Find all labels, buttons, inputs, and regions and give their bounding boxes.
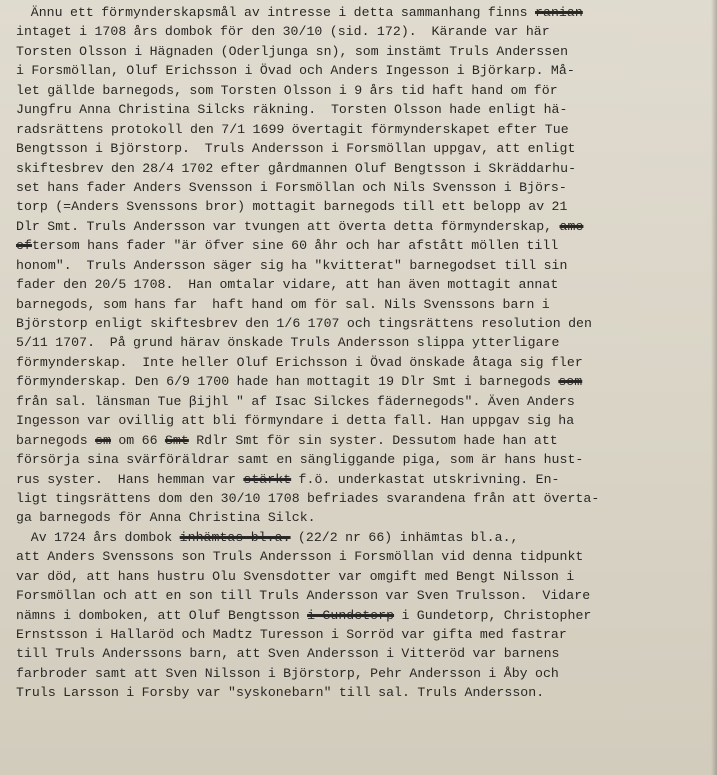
- struck-out-text: ame: [559, 218, 584, 234]
- line-text: tersom hans fader "är öfver sine 60 åhr och har afstått möllen till: [31, 238, 559, 254]
- line-text: Ingesson var ovillig att bli förmyndare i detta fall. Han uppgav sig ha: [16, 413, 575, 429]
- line-text: barnegods: [16, 432, 96, 448]
- text-line: [16, 606, 716, 625]
- line-text: Dlr Smt. Truls Andersson var tvungen att överta detta förmynderskap,: [16, 218, 560, 234]
- line-text: Av 1724 års dombok: [16, 529, 180, 545]
- text-line: [16, 470, 716, 489]
- struck-out-text: i Gundetorp: [307, 607, 395, 623]
- line-text: f.ö. underkastat utskrivning. En-: [291, 471, 560, 487]
- line-text: från sal. länsman Tue βijhl " af Isac Silckes fädernegods". Även Anders: [16, 393, 575, 409]
- text-line: [16, 567, 716, 586]
- line-text: ligt tingsrättens dom den 30/10 1708 befriades svarandena från att överta-: [16, 490, 600, 506]
- line-text: set hans fader Anders Svensson i Forsmöllan och Nils Svensson i Björs-: [16, 179, 567, 195]
- line-text: i Gundetorp, Christopher: [394, 607, 592, 623]
- text-line: [16, 217, 716, 236]
- text-line: [16, 295, 716, 314]
- text-line: [16, 664, 716, 683]
- text-line: [16, 528, 716, 547]
- line-text: Forsmöllan och att en son till Truls Andersson var Sven Trulsson. Vidare: [16, 588, 591, 604]
- line-text: var död, att hans hustru Olu Svensdotter var omgift med Bengt Nilsson i: [16, 568, 575, 584]
- text-line: [16, 625, 716, 644]
- line-text: Jungfru Anna Christina Silcks räkning. Torsten Olsson hade enligt hä-: [16, 102, 568, 118]
- struck-out-text: stärkt: [243, 471, 292, 487]
- line-text: Bengtsson i Björstorp. Truls Andersson i Forsmöllan uppgav, att enligt: [16, 141, 576, 157]
- line-text: Torsten Olsson i Hägnaden (Oderljunga sn), som instämt Truls Anderssen: [16, 43, 569, 59]
- line-text: nämns i domboken, att Oluf Bengtsson: [16, 607, 308, 623]
- line-text: skiftesbrev den 28/4 1702 efter gårdmannen Oluf Bengtsson i Skräddarhu-: [16, 160, 577, 176]
- line-text: Ernstsson i Hallaröd och Madtz Turesson i Sorröd var gifta med fastrar: [16, 627, 567, 642]
- line-text: fader den 20/5 1708. Han omtalar vidare, att han även mottagit annat: [16, 277, 559, 293]
- struck-out-text: inhämtas bl.a.: [179, 529, 291, 545]
- text-line: [16, 100, 716, 119]
- text-line: [16, 22, 716, 41]
- text-line: [16, 178, 716, 197]
- line-text: ga barnegods för Anna Christina Silck.: [16, 510, 316, 526]
- text-line: [16, 450, 716, 469]
- text-line: [16, 586, 716, 605]
- text-line: [16, 683, 716, 702]
- line-text: i Forsmöllan, Oluf Erichsson i Övad och Anders Ingesson i Björkarp. Må-: [16, 63, 575, 79]
- text-line: [16, 81, 716, 100]
- page-edge-shadow: [711, 0, 717, 775]
- text-line: [16, 159, 716, 178]
- struck-out-text: ef: [16, 238, 32, 254]
- struck-out-text: Smt: [164, 432, 189, 448]
- text-line: [16, 120, 716, 139]
- line-text: att Anders Svenssons son Truls Andersson i Forsmöllan vid denna tidpunkt: [16, 549, 584, 565]
- line-text: till Truls Anderssons barn, att Sven Andersson i Vitteröd var barnens: [16, 646, 560, 662]
- text-line: [16, 392, 716, 411]
- line-text: (22/2 nr 66) inhämtas bl.a.,: [290, 529, 519, 545]
- text-line: [16, 139, 716, 158]
- line-text: om 66: [110, 432, 165, 448]
- line-text: barnegods, som hans far haft hand om för sal. Nils Svenssons barn i: [16, 296, 550, 312]
- text-line: [16, 644, 716, 663]
- line-text: torp (=Anders Svenssons bror) mottagit barnegods till ett belopp av 21: [16, 199, 568, 215]
- line-text: Ännu ett förmynderskapsmål av intresse i detta sammanhang finns: [16, 5, 536, 20]
- line-text: rus syster. Hans hemman var: [16, 471, 244, 487]
- struck-out-text: som: [558, 374, 583, 390]
- typewritten-text: [16, 3, 716, 703]
- line-text: förmynderskap. Den 6/9 1700 hade han mottagit 19 Dlr Smt i barnegods: [16, 374, 559, 390]
- text-line: [16, 314, 716, 333]
- text-line: [16, 333, 716, 352]
- struck-out-text: sm: [95, 432, 111, 448]
- text-line: [16, 275, 716, 294]
- line-text: radsrättens protokoll den 7/1 1699 övertagit förmynderskapet efter Tue: [16, 121, 569, 137]
- text-line: [16, 431, 716, 450]
- line-text: Rdlr Smt för sin syster. Dessutom hade han att: [188, 432, 558, 448]
- text-line: [16, 372, 716, 391]
- line-text: let gällde barnegods, som Torsten Olsson i 9 års tid haft hand om för: [16, 82, 558, 98]
- line-text: intaget i 1708 års dombok för den 30/10 (sid. 172). Kärande var här: [16, 24, 550, 40]
- text-line: [16, 61, 716, 80]
- line-text: försörja sina svärföräldrar samt en sängliggande piga, som är hans hust-: [16, 452, 584, 468]
- line-text: förmynderskap. Inte heller Oluf Erichsson i Övad önskade åtaga sig fler: [16, 354, 583, 370]
- text-line: [16, 508, 716, 527]
- line-text: Björstorp enligt skiftesbrev den 1/6 1707 och tingsrättens resolution den: [16, 316, 592, 331]
- text-line: [16, 197, 716, 216]
- line-text: Truls Larsson i Forsby var "syskonebarn" till sal. Truls Andersson.: [16, 685, 545, 701]
- struck-out-text: ranian: [535, 5, 583, 20]
- text-line: [16, 411, 716, 430]
- text-line: [16, 547, 716, 566]
- text-line: [16, 256, 716, 275]
- text-line: [16, 236, 716, 255]
- line-text: farbroder samt att Sven Nilsson i Björstorp, Pehr Andersson i Åby och: [16, 665, 559, 681]
- line-text: 5/11 1707. På grund härav önskade Truls Andersson slippa ytterligare: [16, 335, 560, 351]
- line-text: honom". Truls Andersson säger sig ha "kvitterat" barnegodset till sin: [16, 257, 568, 273]
- text-line: [16, 353, 716, 372]
- text-line: [16, 489, 716, 508]
- text-line: [16, 3, 716, 22]
- text-line: [16, 42, 716, 61]
